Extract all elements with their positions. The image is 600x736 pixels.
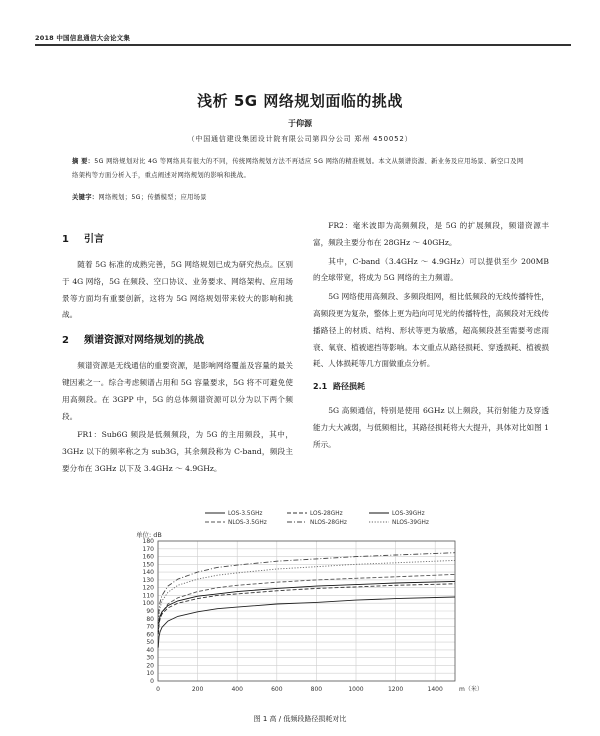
legend-label: LOS-3.5GHz xyxy=(228,511,263,517)
abstract-label: 摘 要： xyxy=(72,158,95,165)
abstract-text: 5G 网络规划对比 4G 等网络具有很大的不同，传统网络规划方法不再适应 5G 网络的精准规划。本文从频谱资源、新业务及应用场景、新空口及网络架构等方面分析入手，重点阐述对网络规划的影响和挑战。 xyxy=(72,158,524,179)
y-tick-label: 110 xyxy=(142,592,154,600)
x-tick-label: 1200 xyxy=(387,686,404,693)
y-tick-label: 120 xyxy=(142,584,154,592)
legend-label: NLOS-28GHz xyxy=(310,520,347,526)
x-tick-label: 1400 xyxy=(427,686,443,693)
section-2-1-heading xyxy=(313,379,549,395)
section-2-paragraph-1: 频谱资源是无线通信的重要资源，是影响网络覆盖及容量的最关键因素之一。综合考虑频谱占用和 5G 容量要求，5G 将不可避免使用高频段。在 3GPP 中，5G 的总体频谱资源可以分为以下两个频段。 xyxy=(62,361,293,421)
x-tick-label: 400 xyxy=(231,686,243,693)
right-column xyxy=(313,218,549,456)
y-tick-label: 130 xyxy=(142,576,154,584)
y-tick-label: 80 xyxy=(146,615,154,623)
figure-caption: 图 1 高 / 低频段路径损耗对比 xyxy=(253,715,347,723)
section-1-number: 1 xyxy=(62,234,69,245)
legend-label: LOS-28GHz xyxy=(310,511,343,517)
y-tick-label: 0 xyxy=(150,678,154,685)
y-tick-label: 140 xyxy=(142,569,154,577)
affiliation: （中国通信建设集团设计院有限公司第四分公司 郑州 450052） xyxy=(187,135,413,143)
y-tick-label: 150 xyxy=(142,561,154,569)
section-2-1-paragraph: 5G 高频通信，特别是使用 6GHz 以上频段，其衍射能力及穿透能力大大减弱，与低频相比，其路径损耗将大大提升，具体对比如图 1 所示。 xyxy=(313,406,549,449)
section-2-number: 2 xyxy=(62,335,69,347)
abstract xyxy=(72,155,528,183)
section-2-title: 频谱资源对网络规划的挑战 xyxy=(84,335,204,347)
y-tick-label: 160 xyxy=(142,553,154,561)
y-tick-label: 60 xyxy=(146,631,154,639)
section-2-1-title: 路径损耗 xyxy=(333,382,365,392)
y-axis-label: 单位: dB xyxy=(136,531,162,539)
y-tick-label: 180 xyxy=(142,538,154,545)
left-column xyxy=(62,227,293,480)
y-tick-label: 170 xyxy=(142,545,154,553)
y-tick-label: 10 xyxy=(146,670,154,678)
x-tick-label: 800 xyxy=(310,686,323,693)
section-2-paragraph-5: 5G 网络使用高频段、多频段组网，相比低频段的无线传播特性，高频段更为复杂，整体上更为趋向可见光的传播特性，高频段对无线传播路径上的材质、结构、形状等更为敏感，超高频段甚至需要考虑雨衰、氧衰、植被遮挡等影响。本文重点从路径损耗、穿透损耗、植被损耗、人体损耗等几方面做重点分析。 xyxy=(313,292,549,369)
series-line-nlos-28ghz xyxy=(158,553,455,625)
header-divider xyxy=(35,44,571,46)
y-tick-label: 40 xyxy=(146,646,154,654)
keywords-text: 网络规划；5G；传播模型；应用场景 xyxy=(98,194,207,201)
y-tick-label: 70 xyxy=(146,623,154,631)
keywords xyxy=(72,192,528,201)
legend-label: NLOS-39GHz xyxy=(392,520,429,526)
path-loss-figure xyxy=(110,505,490,730)
y-tick-label: 90 xyxy=(146,608,154,615)
y-tick-label: 100 xyxy=(142,600,154,608)
x-tick-label: 0 xyxy=(156,686,160,693)
series-line-los-3-5ghz xyxy=(158,597,455,648)
series-line-nlos-3-5ghz xyxy=(158,574,455,639)
legend-label: LOS-39GHz xyxy=(392,511,425,517)
section-1-paragraph: 随着 5G 标准的成熟完善，5G 网络规划已成为研究热点。区别于 4G 网络，5G 在频段、空口协议、业务要求、网络架构、应用场景等方面均有重要创新，这将为 5G 网络规划带来较大的影响和挑战。 xyxy=(62,260,293,320)
section-1-title: 引言 xyxy=(84,234,104,245)
x-axis-label: m（米） xyxy=(459,686,483,693)
author: 于仰源 xyxy=(288,119,312,128)
path-loss-chart xyxy=(110,505,490,715)
journal-header: 2018 中国信息通信大会论文集 xyxy=(35,34,131,42)
section-2-1-number: 2.1 xyxy=(313,382,328,392)
y-tick-label: 20 xyxy=(146,662,154,670)
section-2-paragraph-2: FR1：Sub6G 频段是低频频段，为 5G 的主用频段，其中，3GHz 以下的频率称之为 sub3G，其余频段称为 C-band，频段主要分布在 3GHz 以下及 3.4GHz ～ 4.9GHz。 xyxy=(62,430,293,473)
section-2-heading xyxy=(62,332,293,350)
legend-label: NLOS-3.5GHz xyxy=(228,520,267,526)
y-tick-label: 30 xyxy=(146,654,154,662)
y-tick-label: 50 xyxy=(146,639,154,647)
section-2-paragraph-4: 其中，C-band（3.4GHz ～ 4.9GHz）可以提供至少 200MB 的全球带宽，将成为 5G 网络的主力频谱。 xyxy=(313,256,549,283)
paper-title: 浅析 5G 网络规划面临的挑战 xyxy=(197,92,403,110)
section-1-heading xyxy=(62,231,293,249)
x-tick-label: 200 xyxy=(191,686,204,693)
x-tick-label: 1000 xyxy=(348,686,364,693)
section-2-paragraph-3: FR2：毫米波即为高频频段，是 5G 的扩展频段，频谱资源丰富，频段主要分布在 28GHz ～ 40GHz。 xyxy=(313,221,549,247)
x-tick-label: 600 xyxy=(271,686,283,693)
keywords-label: 关键字： xyxy=(72,194,99,201)
